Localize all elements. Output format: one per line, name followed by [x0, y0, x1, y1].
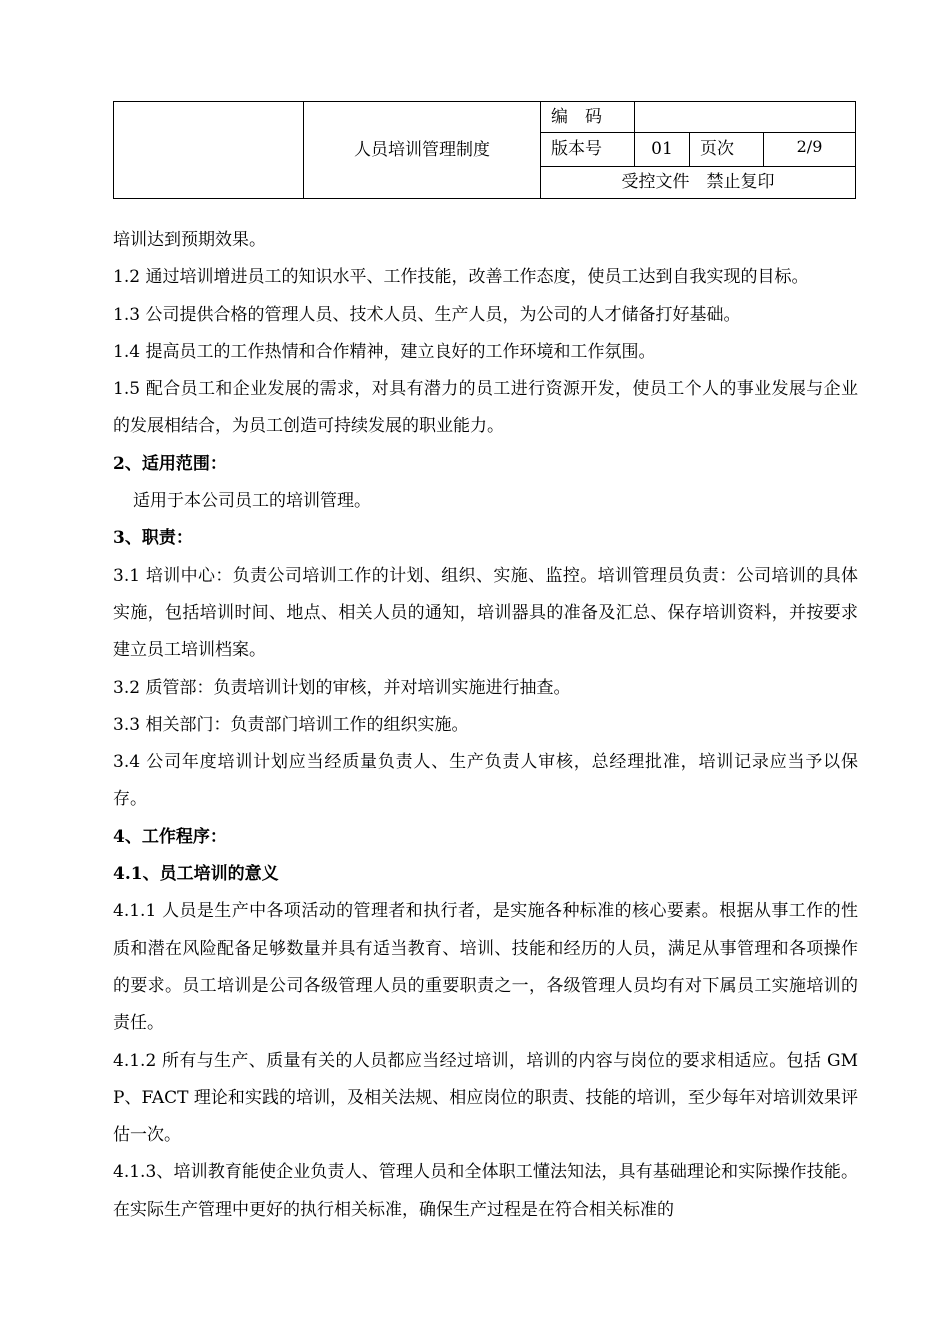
body-paragraph: 4.1.2 所有与生产、质量有关的人员都应当经过培训，培训的内容与岗位的要求相适应。包括 GMP、FACT 理论和实践的培训，及相关法规、相应岗位的职责、技能的培训，至少每年对培训效果评估一次。: [113, 1050, 858, 1146]
body-paragraph: 4.1.3、培训教育能使企业负责人、管理人员和全体职工懂法知法，具有基础理论和实际操作技能。在实际生产管理中更好的执行相关标准，确保生产过程是在符合相关标准的: [113, 1162, 858, 1220]
version-label: 版本号: [541, 133, 635, 167]
body-paragraph: 1.4 提高员工的工作热情和合作精神，建立良好的工作环境和工作氛围。: [113, 341, 656, 362]
page-number: 2/9: [764, 133, 856, 167]
page-label: 页次: [690, 133, 764, 167]
section-heading: 3、职责：: [113, 528, 193, 549]
body-paragraph: 培训达到预期效果。: [113, 230, 266, 250]
body-paragraph: 1.2 通过培训增进员工的知识水平、工作技能，改善工作态度，使员工达到自我实现的目标。: [113, 267, 809, 288]
logo-cell: [114, 102, 304, 199]
body-paragraph: 3.1 培训中心：负责公司培训工作的计划、组织、实施、监控。培训管理员负责：公司培训的具体实施，包括培训时间、地点、相关人员的通知，培训器具的准备及汇总、保存培训资料，并按要求建立员工培训档案。: [113, 565, 858, 661]
body-paragraph: 3.3 相关部门：负责部门培训工作的组织实施。: [113, 714, 469, 735]
document-body: [113, 222, 858, 1229]
document-header-table: [113, 101, 856, 199]
code-label: 编 码: [541, 102, 635, 133]
section-heading: 4.1、员工培训的意义: [113, 864, 279, 885]
version-value: 01: [635, 133, 690, 167]
body-paragraph: 1.5 配合员工和企业发展的需求，对具有潜力的员工进行资源开发，使员工个人的事业发展与企业的发展相结合，为员工创造可持续发展的职业能力。: [113, 379, 858, 437]
code-value: [635, 102, 856, 133]
body-paragraph: 4.1.1 人员是生产中各项活动的管理者和执行者，是实施各种标准的核心要素。根据从事工作的性质和潜在风险配备足够数量并具有适当教育、培训、技能和经历的人员，满足从事管理和各项操作的要求。员工培训是公司各级管理人员的重要职责之一，各级管理人员均有对下属员工实施培训的责任。: [113, 901, 858, 1034]
section-heading: 2、适用范围：: [113, 453, 227, 474]
body-paragraph: 1.3 公司提供合格的管理人员、技术人员、生产人员，为公司的人才储备打好基础。: [113, 304, 741, 325]
body-paragraph: 3.2 质管部：负责培训计划的审核，并对培训实施进行抽查。: [113, 677, 571, 698]
control-notice: 受控文件 禁止复印: [541, 167, 856, 199]
body-paragraph: 适用于本公司员工的培训管理。: [133, 491, 371, 512]
section-heading: 4、工作程序：: [113, 826, 227, 847]
body-paragraph: 3.4 公司年度培训计划应当经质量负责人、生产负责人审核，总经理批准，培训记录应当予以保存。: [113, 752, 858, 810]
document-title: 人员培训管理制度: [304, 102, 541, 199]
